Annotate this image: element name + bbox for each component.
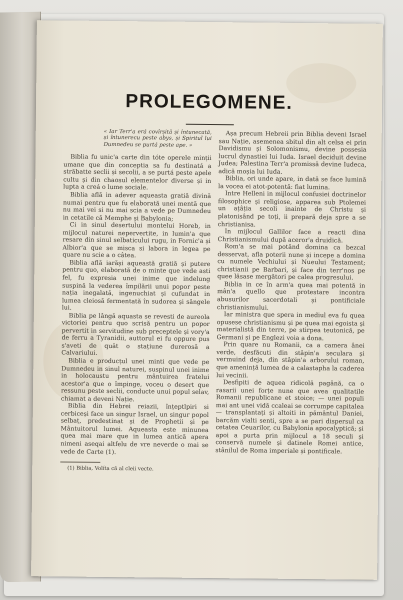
right-column	[215, 130, 366, 456]
paragraph: In mijlocul Gallilor face a reacti dina Christianismului după aceror'a druidică.	[217, 228, 366, 245]
paragraph: Biblia fu unic'a carte din tóte operele minții umane que din conceptiа sa fu destinatá a străbatte seclii și secolii, a se purtá peste apele cultu și din chaosul elementelor diverse și in lupta a creá o lume sociale.	[63, 153, 212, 192]
page-title: PROLEGOMENE.	[125, 91, 293, 114]
paragraph: Rom'a se mai potând domina ca bezcal desservat, afla poterii nune și incepe a domina cu numele Vechiului și Nueului Testament; christianii pe Barbari, și face din terr'nos pe quee lăsase mergători pe calea progresului.	[217, 243, 366, 282]
paragraph: Biblia e producțul unei minti que vede pe Dumnedeu in sinul naturei, suspinul unei inime in holocaustu pentru mântuirea fratelui acestor'a que o împinge, voceu o desert que ressunu peste seclii, conducte unui popul selav, chiamat a deveni Nație.	[60, 357, 210, 403]
paragraph: Așa precum Hebreii prin Biblia deveni Israel sau Nație, asemenea sbitul din alt celsa ei prin Davidismu și Solomonismu, devine possesia lucrul dynastiei lui Iuda. Israel deciduit devine Judea; Palestina Terr'a promissă devine Iudeca, adică moșia lui Iuda.	[218, 130, 367, 176]
title-rule	[186, 124, 234, 126]
paragraph: Prin quare nu Romanii, ca a camera ânei verde, desfăcuti din stâpin'a seculara și vermuind deja, din stâpin'a arborului roman, que amenință lumea de a calastapha la caderea lui vecinii.	[216, 341, 365, 379]
paragraph: Biblia din Hebrei reiazii, înțeptlpiri si cerbiceși face un singur Israel, un singur popol selbaț, predestinat și de Prophetii și pe Mântuitorul lumei. Aqueasta este minunea quea mai mare que in lumea antică apera nimeni aseqai altfelu de vre neverde o mai se vede de Carte (1).	[60, 402, 209, 456]
paragraph: Ci in sinul desertului montelui Horeb, in mijlocul naturei nepervertite, in lumin'a que resare din sinul selbaticului rugu, in Fornic'a și Albior'a que se misca si labora in legea pe quare nu scie a o câtea.	[62, 221, 211, 260]
paragraph: Iar ministra que spera in mediul eva fu quea opusese christianismu și pe quea mai egoista și materialistă din terre, pe stirpea teutonică, pe Germani și pe Englezi voia a dona.	[216, 311, 365, 342]
paragraph: Biblia, ori unde apare, in dată se face lumină la vocea ei atot-potentă: fiat lumina.	[218, 175, 367, 192]
book-page	[31, 20, 383, 580]
epigraph: « Iar Terr'a erá covîrșită și întunecată, și întunerecu peste abys, și Spiritul lui Dumnedeu se purtá peste ape. »	[103, 128, 212, 149]
footnote: (1) Biblia, Volíta că al cleii vecte.	[67, 465, 154, 473]
left-column	[60, 128, 212, 473]
paragraph: Intre Helleni in mijlocul confusiei doctrinelor filosophice și religiose, apparea sub Ptolemei un ațâția secoli inainte de Christu și platonisând pe toți, ii prepară deja spre a se christianisa.	[217, 190, 367, 229]
paragraph: Biblia in ce în arm'a quea mai potentă in mân'a quello que protestare incontra abusurilor sacerdotali și pontificiale christianismului.	[216, 281, 366, 312]
paragraph: Biblia află in adever aqueasta gratiă divină numai pentru que fu elaborată unei mentă que nu mai vei si nu mai scia a vede pe Dumnedeu in cetatile că Memphe și Babylonia;	[62, 191, 212, 223]
footnote-rule	[60, 462, 100, 463]
paragraph: Desfipiti de aquea ridicolă pagână, ca o rasarii unei forțe nune que avea qualitatile Romanii republicane et stoice; — unei populi mai ant unei vidă ccaleai se corrumpe capitalea — transplantați și altoiti in pământul Daniei, barcăm vialti senti, spre a se pari dispersul ca cetatea Ceuarilor, cu Babylonia apocalyptică; și apoi a purta prin mijlocul a 18 seculi și conservă numele și datinele Romei antice, stânilul de Roma imperiale și pontificale.	[215, 379, 365, 456]
paragraph: Biblia află iarăși aqueastă gratiă și putere pentru quo, elaborată de o minte que vede asti fel, fu expresia unei inime que indelung suspină la vederea împilării unui popor peste nația inegalată, ingenuchiat și cufundat in lumea cleiosă fermentată în sudorea și sângele lui.	[61, 259, 211, 312]
paragraph: Biblia pe lângă aquasta se revesti de aureola victoriei pentru quo scrisă pentru un popor pervertit in servitudine sub preceptele și vory'a de ferru a Tyranidii, auttorul ei fu oppure pus s'aveti de quăt o stațiune durerosă a Calvariului.	[61, 312, 210, 358]
